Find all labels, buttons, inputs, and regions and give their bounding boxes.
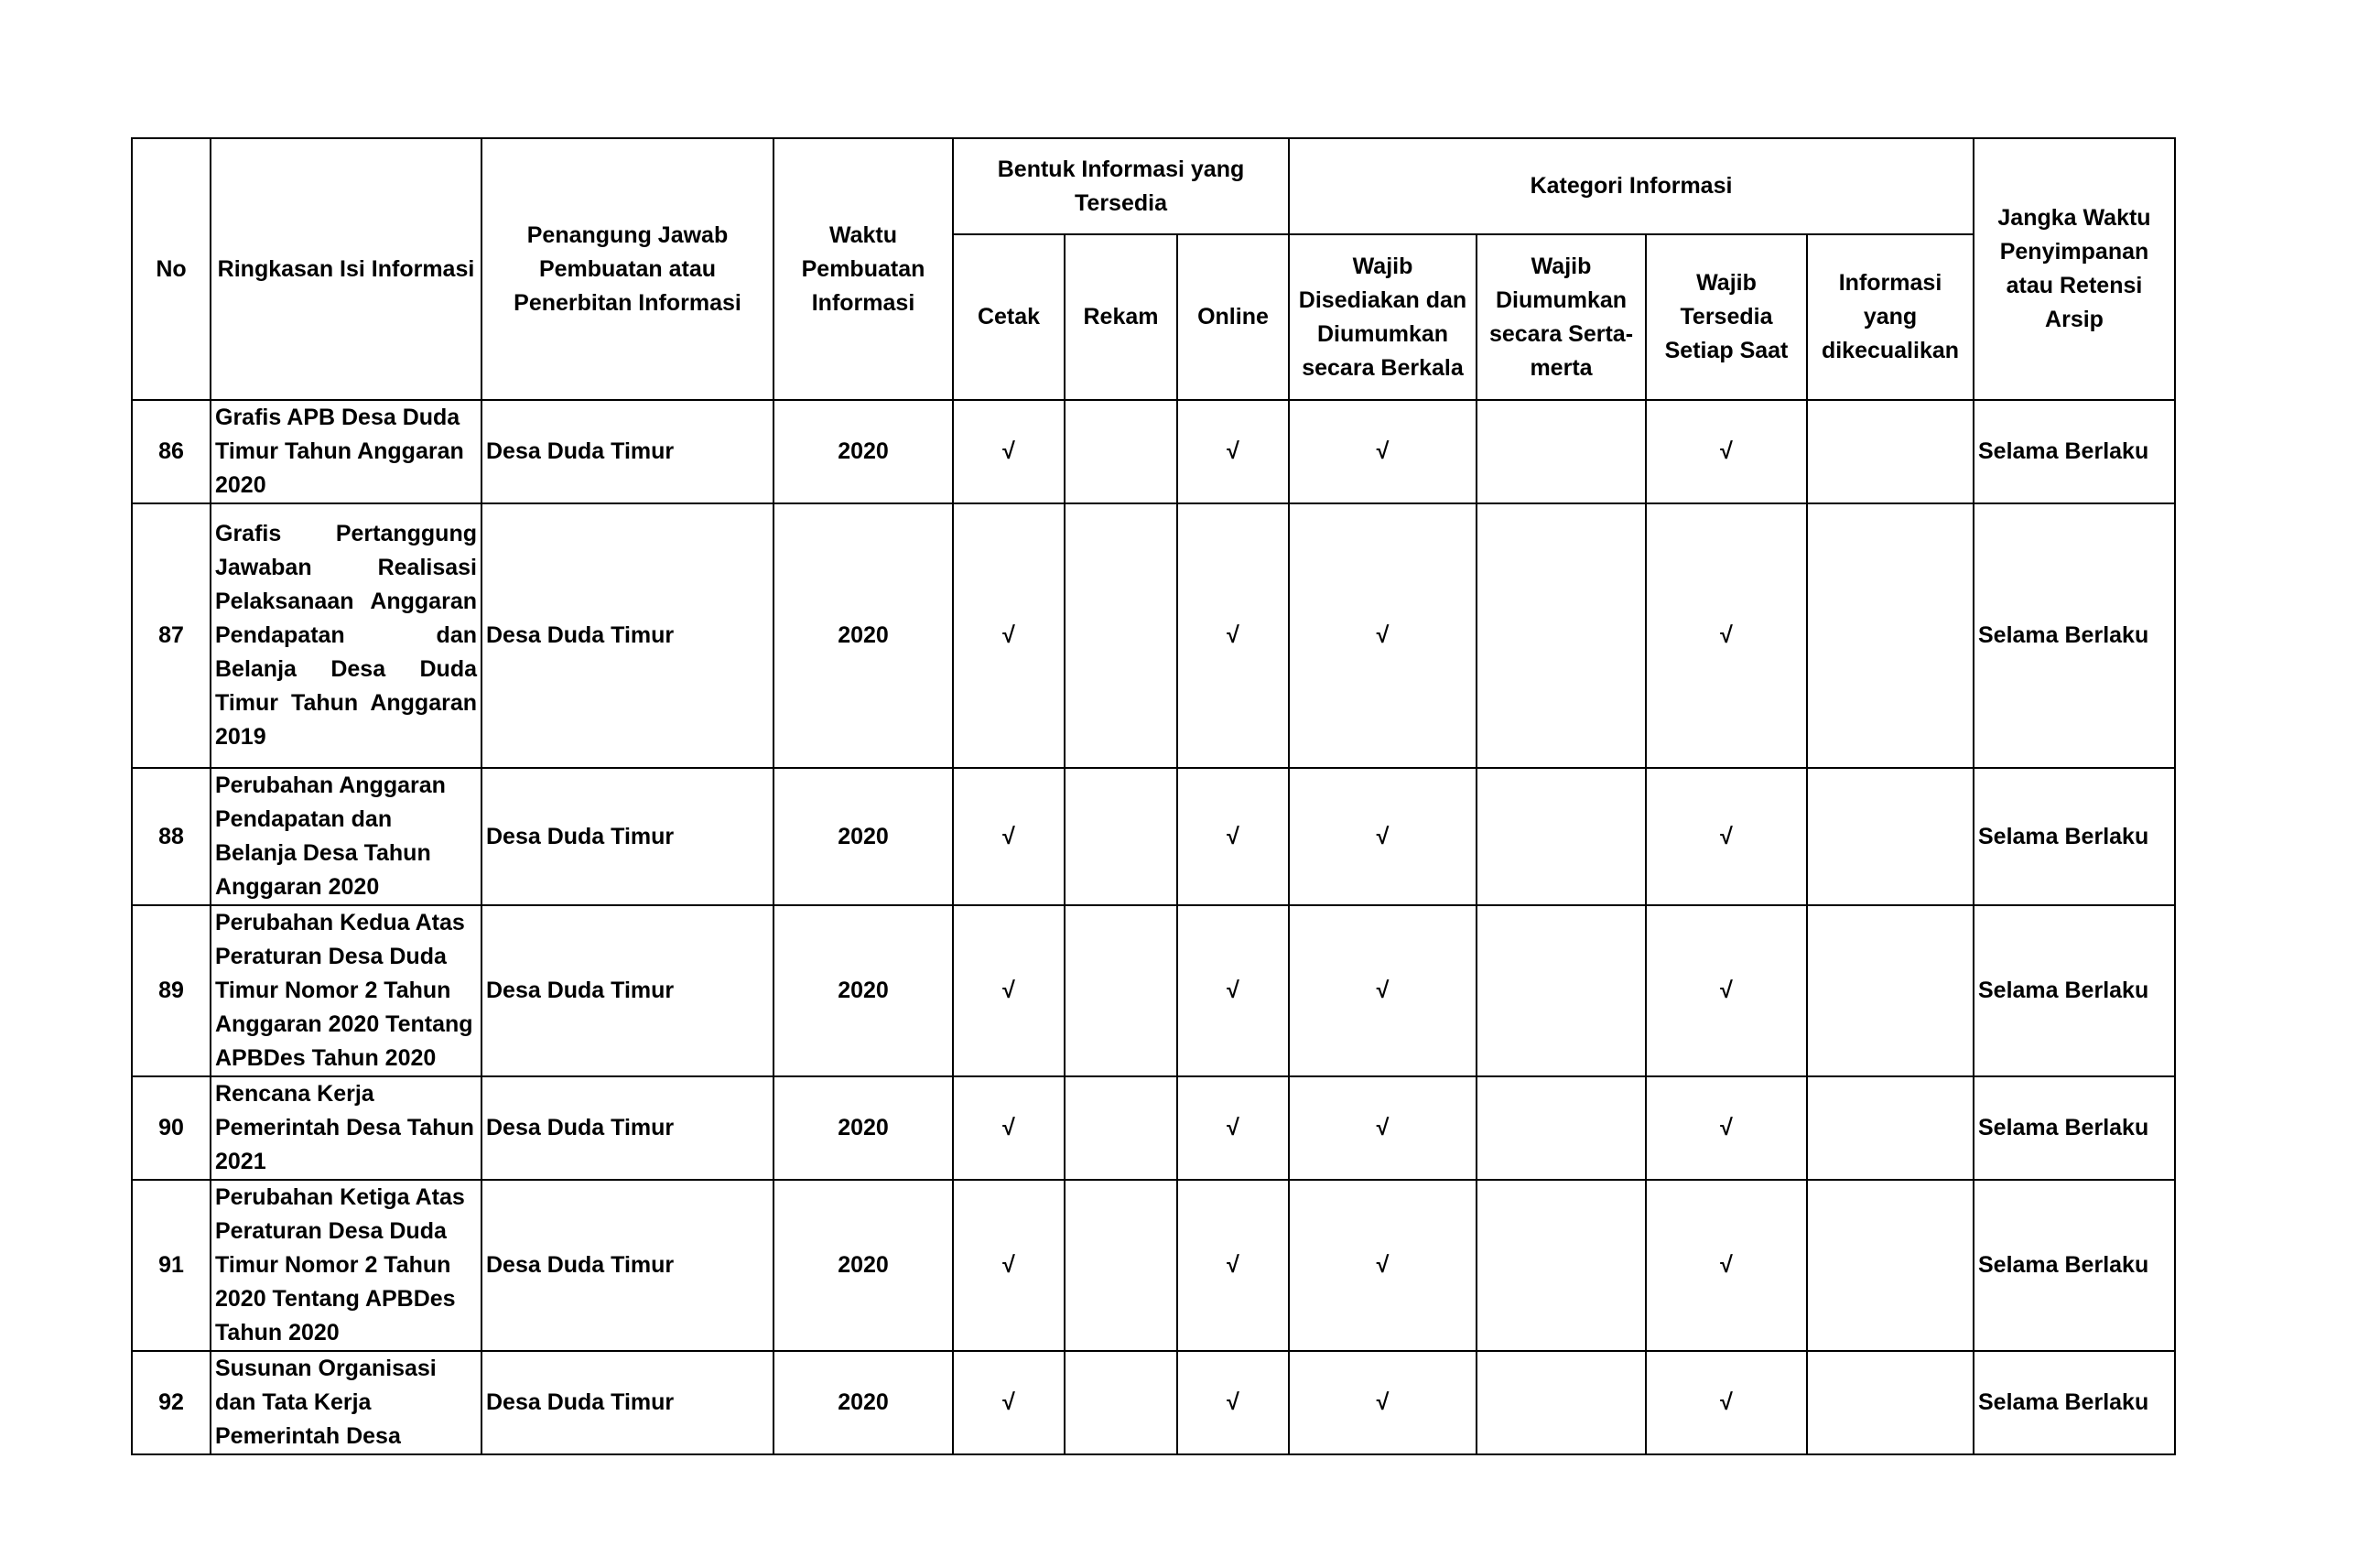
check-mark-sertamerta xyxy=(1477,905,1646,1076)
check-mark-sertamerta xyxy=(1477,400,1646,503)
header-bentuk-informasi: Bentuk Informasi yang Tersedia xyxy=(953,138,1289,234)
row-waktu: 2020 xyxy=(774,503,953,768)
row-ringkasan: Perubahan Ketiga Atas Peraturan Desa Duda Timur Nomor 2 Tahun 2020 Tentang APBDes Tahun 2020 xyxy=(211,1180,481,1351)
header-rekam: Rekam xyxy=(1065,234,1177,400)
table-row xyxy=(132,1076,2175,1180)
row-jangka: Selama Berlaku xyxy=(1974,1351,2175,1454)
check-mark-online: √ xyxy=(1177,1180,1289,1351)
header-wajib-setiap-saat: Wajib Tersedia Setiap Saat xyxy=(1646,234,1807,400)
table-row xyxy=(132,905,2175,1076)
row-jangka: Selama Berlaku xyxy=(1974,905,2175,1076)
check-mark-cetak: √ xyxy=(953,905,1065,1076)
check-mark-sertamerta xyxy=(1477,768,1646,905)
row-waktu: 2020 xyxy=(774,1351,953,1454)
row-no: 89 xyxy=(132,905,211,1076)
row-jangka: Selama Berlaku xyxy=(1974,400,2175,503)
check-mark-setiap-saat: √ xyxy=(1646,400,1807,503)
header-dikecualikan: Informasi yang dikecualikan xyxy=(1807,234,1974,400)
check-mark-rekam xyxy=(1065,1180,1177,1351)
check-mark-rekam xyxy=(1065,1076,1177,1180)
row-no: 91 xyxy=(132,1180,211,1351)
check-mark-berkala: √ xyxy=(1289,1180,1477,1351)
check-mark-setiap-saat: √ xyxy=(1646,905,1807,1076)
row-ringkasan: Perubahan Kedua Atas Peraturan Desa Duda Timur Nomor 2 Tahun Anggaran 2020 Tentang APBDes Tahun 2020 xyxy=(211,905,481,1076)
check-mark-online: √ xyxy=(1177,1076,1289,1180)
row-no: 86 xyxy=(132,400,211,503)
header-ringkasan: Ringkasan Isi Informasi xyxy=(211,138,481,400)
check-mark-cetak: √ xyxy=(953,768,1065,905)
check-mark-rekam xyxy=(1065,1351,1177,1454)
check-mark-berkala: √ xyxy=(1289,400,1477,503)
check-mark-online: √ xyxy=(1177,768,1289,905)
check-mark-dikecualikan xyxy=(1807,1351,1974,1454)
table-row xyxy=(132,1351,2175,1454)
header-online: Online xyxy=(1177,234,1289,400)
row-waktu: 2020 xyxy=(774,905,953,1076)
check-mark-cetak: √ xyxy=(953,1076,1065,1180)
check-mark-cetak: √ xyxy=(953,1351,1065,1454)
header-penanggung-jawab: Penangung Jawab Pembuatan atau Penerbitan Informasi xyxy=(481,138,774,400)
check-mark-sertamerta xyxy=(1477,503,1646,768)
check-mark-sertamerta xyxy=(1477,1180,1646,1351)
table-row xyxy=(132,1180,2175,1351)
header-cetak: Cetak xyxy=(953,234,1065,400)
check-mark-setiap-saat: √ xyxy=(1646,1180,1807,1351)
row-penanggung: Desa Duda Timur xyxy=(481,768,774,905)
information-table xyxy=(131,137,2176,1455)
check-mark-setiap-saat: √ xyxy=(1646,1351,1807,1454)
header-jangka-waktu: Jangka Waktu Penyimpanan atau Retensi Arsip xyxy=(1974,138,2175,400)
check-mark-dikecualikan xyxy=(1807,905,1974,1076)
header-wajib-sertamerta: Wajib Diumumkan secara Serta-merta xyxy=(1477,234,1646,400)
header-no: No xyxy=(132,138,211,400)
row-waktu: 2020 xyxy=(774,1076,953,1180)
check-mark-dikecualikan xyxy=(1807,1180,1974,1351)
check-mark-dikecualikan xyxy=(1807,503,1974,768)
row-waktu: 2020 xyxy=(774,400,953,503)
row-no: 92 xyxy=(132,1351,211,1454)
check-mark-rekam xyxy=(1065,768,1177,905)
check-mark-online: √ xyxy=(1177,503,1289,768)
row-ringkasan: Susunan Organisasi dan Tata Kerja Pemerintah Desa xyxy=(211,1351,481,1454)
check-mark-berkala: √ xyxy=(1289,1076,1477,1180)
check-mark-setiap-saat: √ xyxy=(1646,503,1807,768)
header-kategori-informasi: Kategori Informasi xyxy=(1289,138,1974,234)
row-penanggung: Desa Duda Timur xyxy=(481,503,774,768)
check-mark-online: √ xyxy=(1177,400,1289,503)
check-mark-online: √ xyxy=(1177,905,1289,1076)
check-mark-rekam xyxy=(1065,400,1177,503)
row-penanggung: Desa Duda Timur xyxy=(481,1180,774,1351)
row-ringkasan: Grafis Pertanggung Jawaban Realisasi Pelaksanaan Anggaran Pendapatan dan Belanja Desa Duda Timur Tahun Anggaran 2019 xyxy=(211,503,481,768)
check-mark-sertamerta xyxy=(1477,1351,1646,1454)
row-jangka: Selama Berlaku xyxy=(1974,1076,2175,1180)
table-row xyxy=(132,503,2175,768)
row-jangka: Selama Berlaku xyxy=(1974,503,2175,768)
row-no: 90 xyxy=(132,1076,211,1180)
check-mark-cetak: √ xyxy=(953,503,1065,768)
row-no: 87 xyxy=(132,503,211,768)
row-penanggung: Desa Duda Timur xyxy=(481,1351,774,1454)
check-mark-sertamerta xyxy=(1477,1076,1646,1180)
table-row xyxy=(132,400,2175,503)
row-jangka: Selama Berlaku xyxy=(1974,768,2175,905)
check-mark-setiap-saat: √ xyxy=(1646,1076,1807,1180)
check-mark-berkala: √ xyxy=(1289,905,1477,1076)
row-waktu: 2020 xyxy=(774,768,953,905)
check-mark-cetak: √ xyxy=(953,400,1065,503)
row-no: 88 xyxy=(132,768,211,905)
row-penanggung: Desa Duda Timur xyxy=(481,1076,774,1180)
row-ringkasan: Rencana Kerja Pemerintah Desa Tahun 2021 xyxy=(211,1076,481,1180)
row-ringkasan: Perubahan Anggaran Pendapatan dan Belanja Desa Tahun Anggaran 2020 xyxy=(211,768,481,905)
check-mark-setiap-saat: √ xyxy=(1646,768,1807,905)
check-mark-berkala: √ xyxy=(1289,503,1477,768)
check-mark-dikecualikan xyxy=(1807,768,1974,905)
check-mark-berkala: √ xyxy=(1289,768,1477,905)
row-penanggung: Desa Duda Timur xyxy=(481,905,774,1076)
table-row xyxy=(132,768,2175,905)
check-mark-dikecualikan xyxy=(1807,400,1974,503)
header-waktu: Waktu Pembuatan Informasi xyxy=(774,138,953,400)
check-mark-rekam xyxy=(1065,905,1177,1076)
check-mark-online: √ xyxy=(1177,1351,1289,1454)
check-mark-cetak: √ xyxy=(953,1180,1065,1351)
header-wajib-berkala: Wajib Disediakan dan Diumumkan secara Berkala xyxy=(1289,234,1477,400)
row-ringkasan: Grafis APB Desa Duda Timur Tahun Anggaran 2020 xyxy=(211,400,481,503)
row-penanggung: Desa Duda Timur xyxy=(481,400,774,503)
check-mark-berkala: √ xyxy=(1289,1351,1477,1454)
check-mark-dikecualikan xyxy=(1807,1076,1974,1180)
check-mark-rekam xyxy=(1065,503,1177,768)
row-waktu: 2020 xyxy=(774,1180,953,1351)
row-jangka: Selama Berlaku xyxy=(1974,1180,2175,1351)
